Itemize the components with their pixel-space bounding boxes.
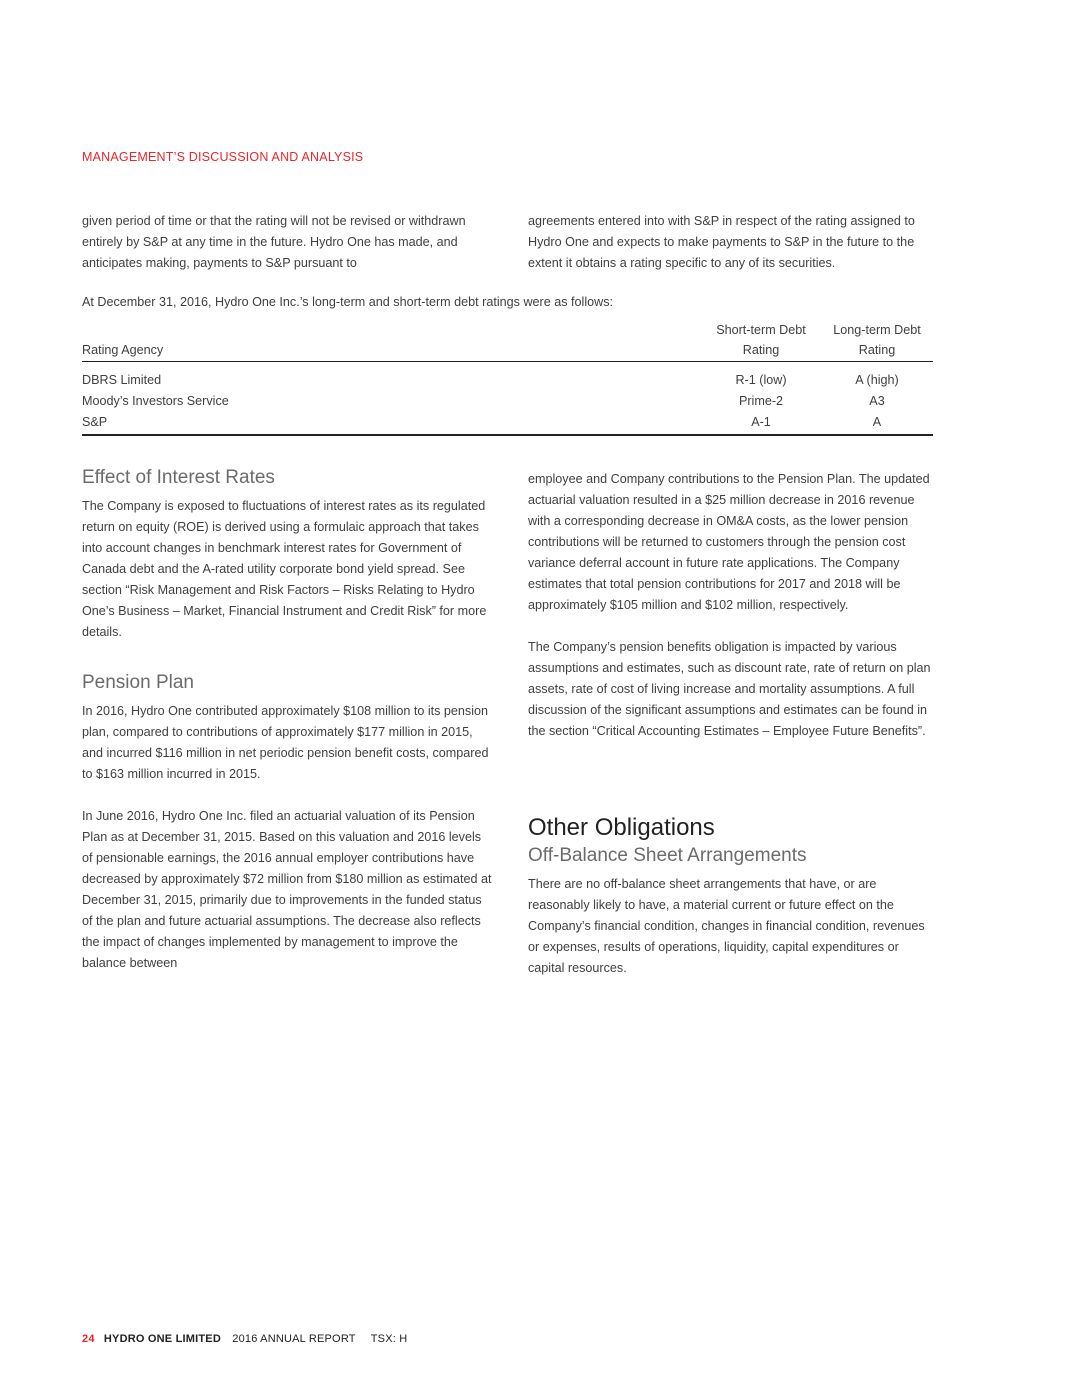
pension-paragraph-4: The Company’s pension benefits obligation is impacted by various assumptions and estimates, such as discount rate, rate of return on plan assets, rate of cost of living increase and mortality assumptions. A full discussion of the significant assumptions and estimates can be found in the section “Critical Accounting Estimates – Employee Future Benefits”. [528,640,931,738]
table-row [82,391,933,412]
row-short-term: Prime-2 [738,394,784,408]
row-agency: DBRS Limited [82,373,162,387]
other-obligations-section [528,814,938,979]
intro-right-paragraph: agreements entered into with S&P in respect of the rating assigned to Hydro One and expects to make payments to S&P in the future to the extent it obtains a rating specific to any of its securities. [528,214,915,270]
pension-paragraph-3: employee and Company contributions to the Pension Plan. The updated actuarial valuation resulted in a $25 million decrease in 2016 revenue with a corresponding decrease in OM&A costs, as the lower pension contributions will be returned to customers through the pension cost variance deferral account in future rate applications. The Company estimates that total pension contributions for 2017 and 2018 will be approximately $105 million and $102 million, respectively. [528,472,930,612]
row-agency: Moody’s Investors Service [82,394,229,408]
intro-left-paragraph: given period of time or that the rating will not be revised or withdrawn entirely by S&P at any time in the future. Hydro One has made, and anticipates making, payments to S&P pursuant to [82,214,466,270]
row-agency: S&P [82,412,701,435]
interest-rates-body: The Company is exposed to fluctuations of interest rates as its regulated return on equity (ROE) is derived using a formulaic approach that takes into account changes in benchmark interest rates for Government of Canada debt and the A-rated utility corporate bond yield spread. See section “Risk Management and Risk Factors – Risks Relating to Hydro One’s Business – Market, Financial Instrument and Credit Risk” for more details. [82,499,487,639]
off-balance-heading: Off-Balance Sheet Arrangements [528,845,807,866]
row-long-term: A (high) [855,373,899,387]
header-long-term-line1: Long-term Debt [833,323,921,337]
intro-left-column [82,211,492,274]
page-footer [82,1333,407,1345]
other-obligations-heading: Other Obligations [528,814,715,841]
header-short-term [701,320,821,362]
row-long-term: A [821,412,933,435]
pension-section [82,671,492,974]
pension-continued [528,469,938,742]
header-short-term-line2: Rating [742,343,780,357]
pension-heading: Pension Plan [82,672,194,693]
pension-paragraph-2: In June 2016, Hydro One Inc. filed an actuarial valuation of its Pension Plan as at December 31, 2015. Based on this valuation and 2016 levels of pensionable earnings, the 2016 annual employer contributions have decreased by approximately $72 million from $180 million as estimated at December 31, 2015, primarily due to improvements in the funded status of the plan and future actuarial assumptions. The decrease also reflects the impact of changes implemented by management to improve the balance between [82,809,492,970]
header-long-term [821,320,933,362]
table-row [82,412,933,435]
table-row [82,362,933,392]
ratings-intro: At December 31, 2016, Hydro One Inc.’s long-term and short-term debt ratings were as follows: [82,295,614,309]
interest-rates-section [82,466,492,643]
footer-company: HYDRO ONE LIMITED [103,1333,221,1345]
header-long-term-line2: Rating [858,343,896,357]
pension-paragraph-1: In 2016, Hydro One contributed approximately $108 million to its pension plan, compared to contributions of approximately $177 million in 2015, and incurred $116 million in net periodic pension benefit costs, compared to $163 million incurred in 2015. [82,704,489,781]
row-short-term: R-1 (low) [735,373,787,387]
row-short-term: A-1 [701,412,821,435]
running-head: MANAGEMENT’S DISCUSSION AND ANALYSIS [82,150,364,164]
footer-ticker: TSX: H [370,1333,408,1345]
row-long-term: A3 [869,394,885,408]
header-rating-agency: Rating Agency [82,320,701,362]
footer-report: 2016 ANNUAL REPORT [232,1333,356,1345]
header-short-term-line1: Short-term Debt [716,323,806,337]
intro-right-column [528,211,938,274]
interest-rates-heading: Effect of Interest Rates [82,467,275,488]
off-balance-body: There are no off-balance sheet arrangements that have, or are reasonably likely to have, a material current or future effect on the Company’s financial condition, changes in financial condition, revenues or expenses, results of operations, liquidity, capital expenditures or capital resources. [528,877,925,975]
ratings-table [82,320,933,436]
page-number: 24 [82,1333,95,1345]
ratings-header-row [82,320,933,362]
